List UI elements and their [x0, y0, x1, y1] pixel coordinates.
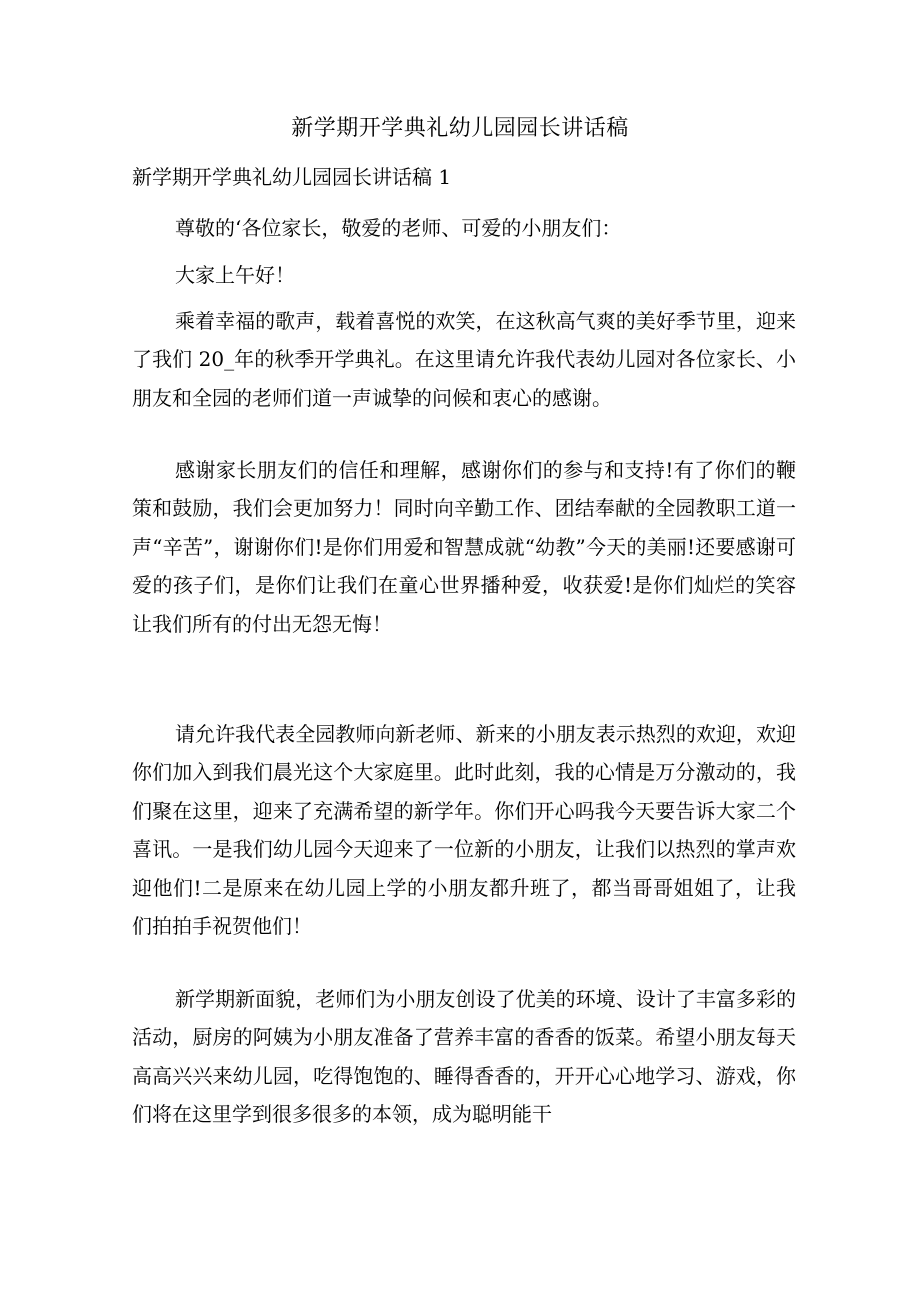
- body-paragraph: 感谢家长朋友们的信任和理解，感谢你们的参与和支持!有了你们的鞭策和鼓励，我们会更加努力！同时向辛勤工作、团结奉献的全园教职工道一声“辛苦”，谢谢你们!是你们用爱和智慧成就“幼教”今天的美丽!还要感谢可爱的孩子们，是你们让我们在童心世界播种爱，收获爱!是你们灿烂的笑容让我们所有的付出无怨无悔！: [132, 458, 796, 636]
- document-title: 新学期开学典礼幼儿园园长讲话稿: [291, 116, 629, 141]
- body-paragraph: 乘着幸福的歌声，载着喜悦的欢笑，在这秋高气爽的美好季节里，迎来了我们 20_年的秋季开学典礼。在这里请允许我代表幼儿园对各位家长、小朋友和全园的老师们道一声诚挚的问候和衷心的感谢。: [132, 309, 796, 410]
- greeting: 大家上午好！: [175, 263, 295, 287]
- document-subtitle: 新学期开学典礼幼儿园园长讲话稿 1: [132, 165, 452, 189]
- body-paragraph: 请允许我代表全园教师向新老师、新来的小朋友表示热烈的欢迎，欢迎你们加入到我们晨光这个大家庭里。此时此刻，我的心情是万分激动的，我们聚在这里，迎来了充满希望的新学年。你们开心吗我今天要告诉大家二个喜讯。一是我们幼儿园今天迎来了一位新的小朋友，让我们以热烈的掌声欢迎他们!二是原来在幼儿园上学的小朋友都升班了，都当哥哥姐姐了，让我们拍拍手祝贺他们！: [132, 722, 796, 939]
- salutation: 尊敬的‘各位家长，敬爱的老师、可爱的小朋友们：: [175, 216, 622, 240]
- body-paragraph: 新学期新面貌，老师们为小朋友创设了优美的环境、设计了丰富多彩的活动，厨房的阿姨为小朋友准备了营养丰富的香香的饭菜。希望小朋友每天高高兴兴来幼儿园，吃得饱饱的、睡得香香的，开开心心地学习、游戏，你们将在这里学到很多很多的本领，成为聪明能干: [132, 987, 796, 1127]
